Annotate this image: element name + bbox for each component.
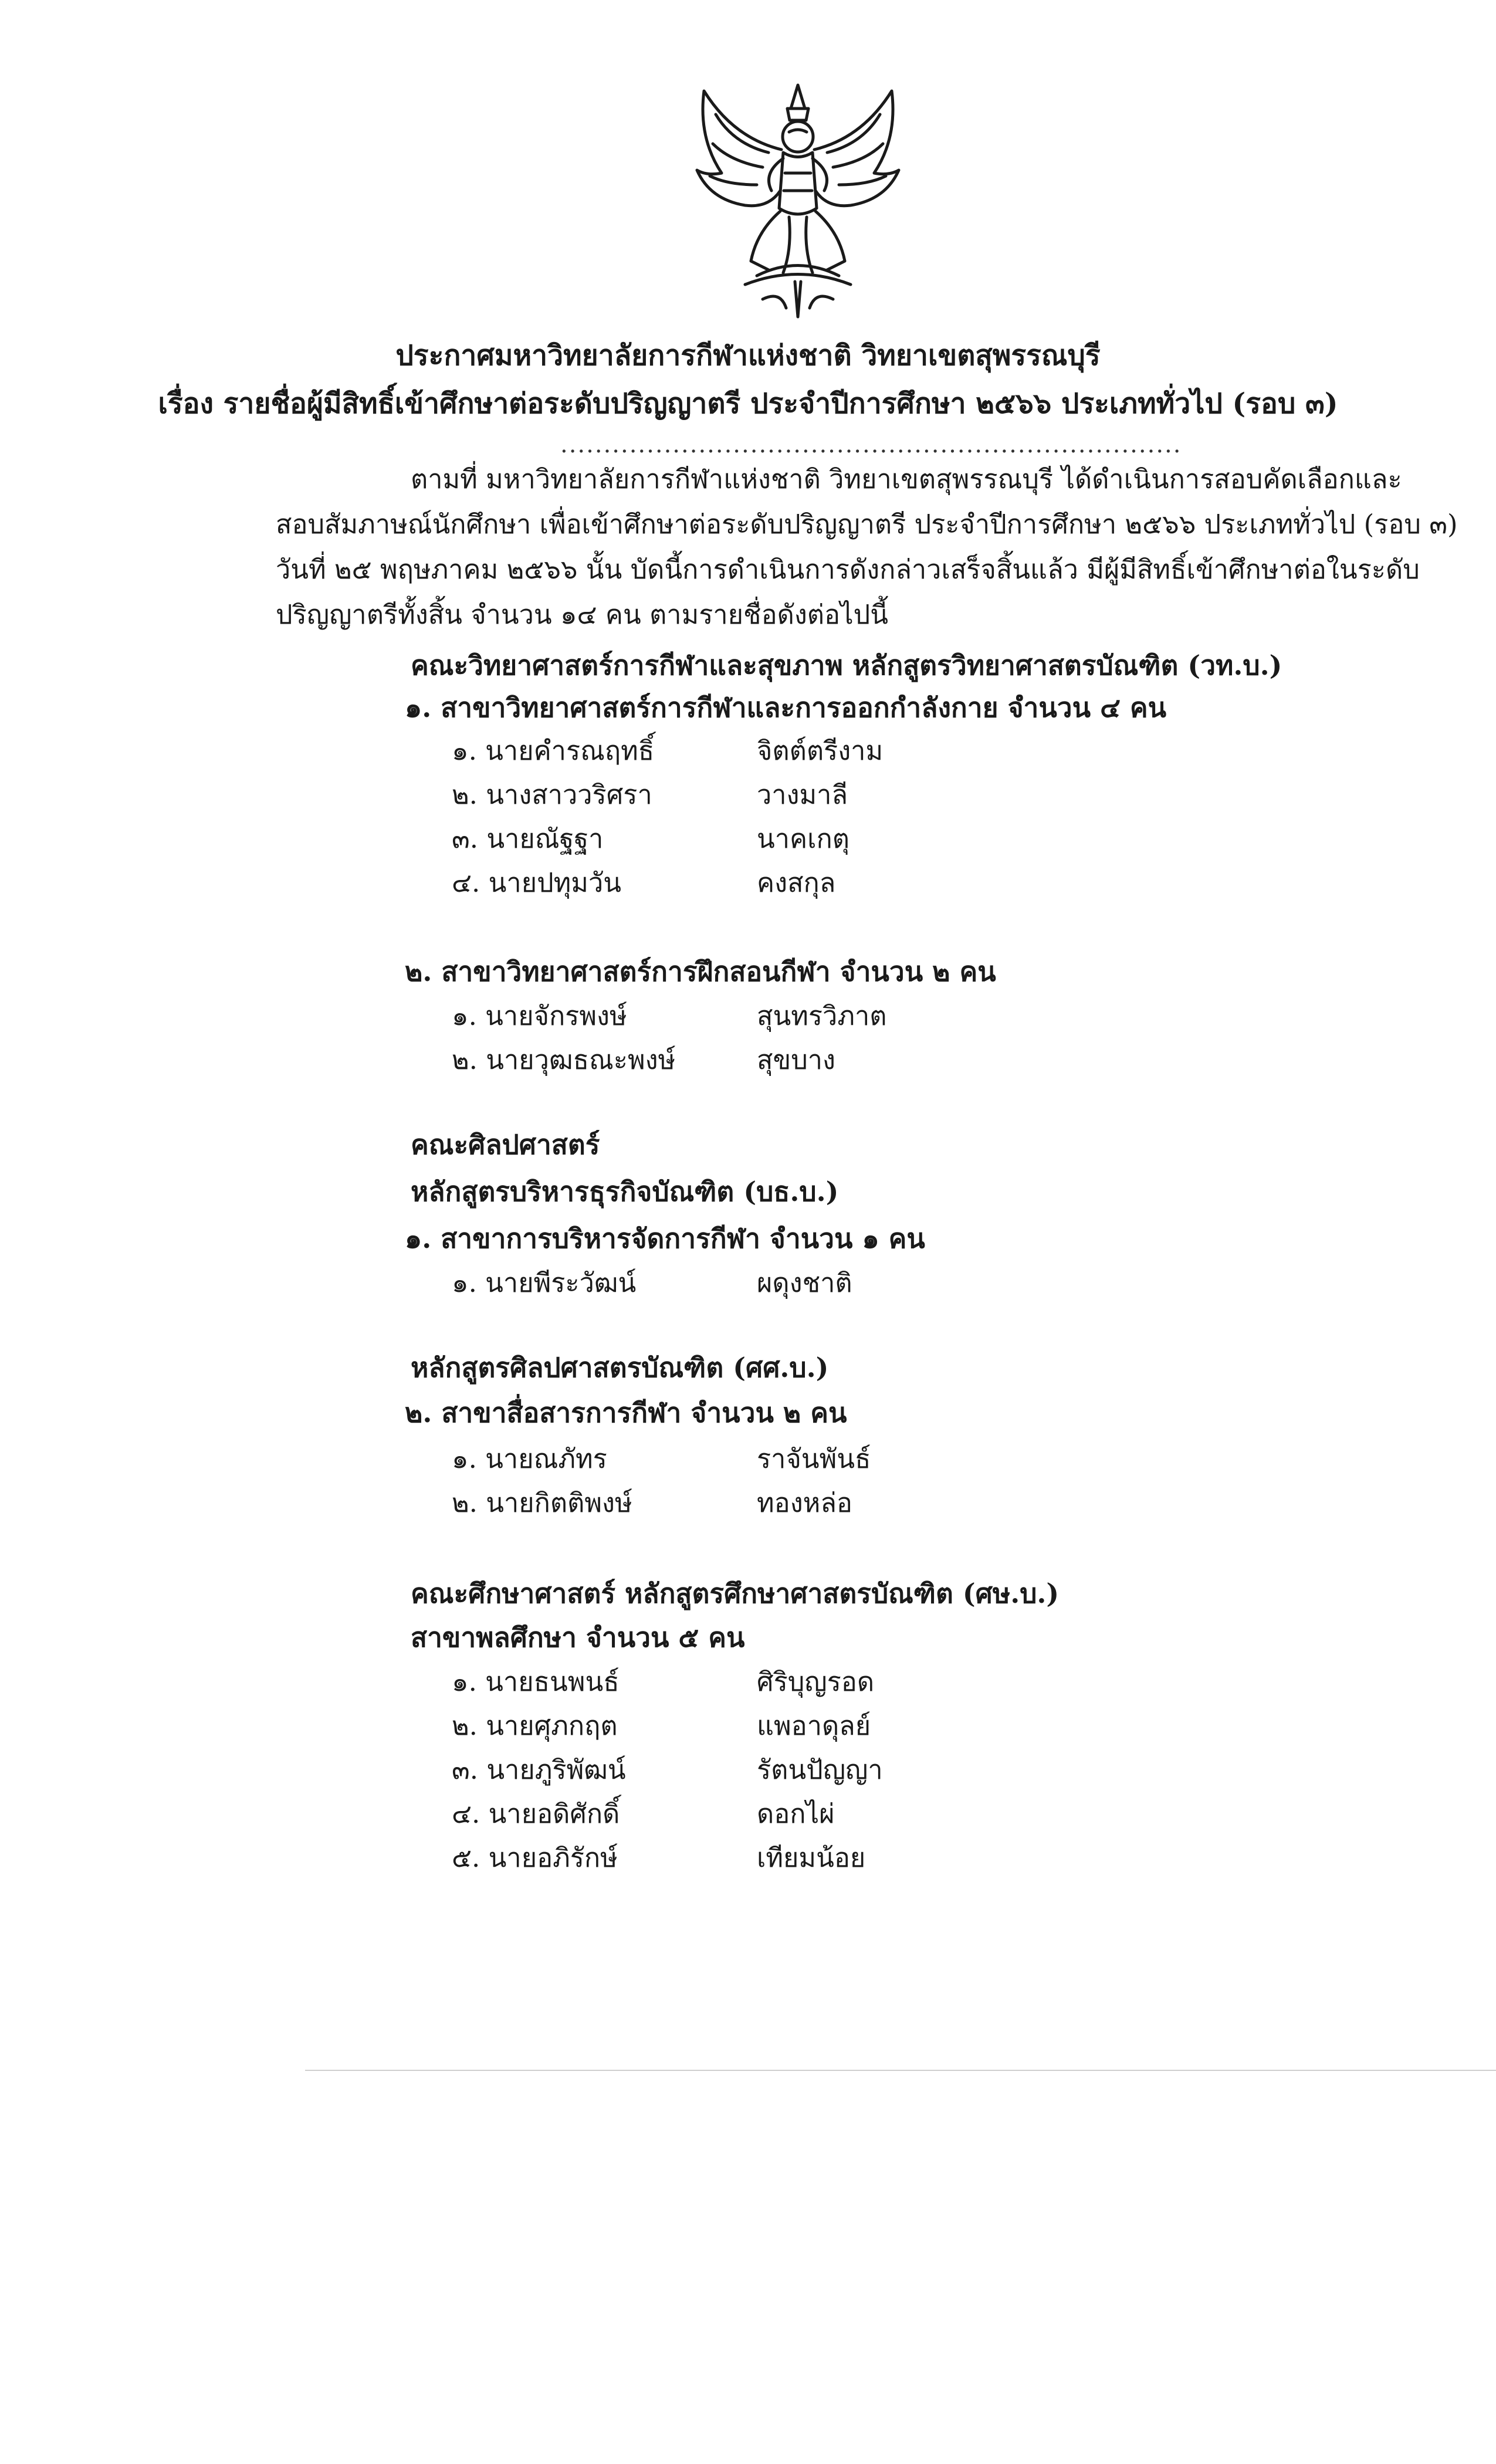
student-surname: ราจันพันธ์ <box>757 1443 871 1474</box>
student-name: ๓. นายภูริพัฒน์ <box>452 1754 626 1785</box>
student-surname: จิตต์ตรีงาม <box>757 735 884 766</box>
student-name: ๑. นายธนพนธ์ <box>452 1666 620 1697</box>
faculty-title: คณะศึกษาศาสตร์ หลักสูตรศึกษาศาสตรบัณฑิต (ศษ.บ.) <box>411 1578 1060 1609</box>
student-name: ๒. นายศุภกฤต <box>452 1710 618 1741</box>
student-name: ๔. นายปทุมวัน <box>452 867 621 898</box>
student-name: ๔. นายอดิศักดิ์ <box>452 1798 620 1829</box>
student-name: ๑. นายจักรพงษ์ <box>452 1000 627 1031</box>
student-surname: ศิริบุญรอด <box>757 1666 875 1697</box>
garuda-emblem-icon <box>681 73 915 326</box>
major-title: ๒. สาขาสื่อสารการกีฬา จำนวน ๒ คน <box>405 1397 847 1429</box>
intro-line-2: สอบสัมภาษณ์นักศึกษา เพื่อเข้าศึกษาต่อระดับปริญญาตรี ประจำปีการศึกษา ๒๕๖๖ ประเภททั่วไป (รอบ ๓) <box>276 509 1458 540</box>
student-surname: ดอกไผ่ <box>757 1798 835 1829</box>
student-surname: เทียมน้อย <box>757 1842 866 1873</box>
student-name: ๒. นางสาววริศรา <box>452 779 652 810</box>
major-title: ๑. สาขาวิทยาศาสตร์การกีฬาและการออกกำลังกาย จำนวน ๔ คน <box>405 692 1167 723</box>
student-name: ๑. นายณภัทร <box>452 1443 607 1474</box>
intro-line-4: ปริญญาตรีทั้งสิ้น จำนวน ๑๔ คน ตามรายชื่อดังต่อไปนี้ <box>276 599 889 630</box>
student-name: ๕. นายอภิรักษ์ <box>452 1842 618 1873</box>
program-title: หลักสูตรศิลปศาสตรบัณฑิต (ศศ.บ.) <box>411 1352 829 1383</box>
student-name: ๑. นายพีระวัฒน์ <box>452 1267 637 1298</box>
intro-line-3: วันที่ ๒๕ พฤษภาคม ๒๕๖๖ นั้น บัดนี้การดำเนินการดังกล่าวเสร็จสิ้นแล้ว มีผู้มีสิทธิ์เข้าศึกษาต่อในระดับ <box>276 554 1420 585</box>
announcement-title: ประกาศมหาวิทยาลัยการกีฬาแห่งชาติ วิทยาเขตสุพรรณบุรี <box>395 339 1101 372</box>
major-title: สาขาพลศึกษา จำนวน ๕ คน <box>411 1622 745 1653</box>
student-surname: วางมาลี <box>757 779 848 810</box>
student-surname: สุนทรวิภาต <box>757 1000 887 1031</box>
scan-edge-line <box>305 2070 1496 2071</box>
intro-line-1: ตามที่ มหาวิทยาลัยการกีฬาแห่งชาติ วิทยาเขตสุพรรณบุรี ได้ดำเนินการสอบคัดเลือกและ <box>411 463 1402 495</box>
student-name: ๒. นายวุฒธณะพงษ์ <box>452 1044 676 1075</box>
student-surname: รัตนปัญญา <box>757 1754 883 1785</box>
student-surname: ผดุงชาติ <box>757 1267 852 1298</box>
announcement-subject: เรื่อง รายชื่อผู้มีสิทธิ์เข้าศึกษาต่อระดับปริญญาตรี ประจำปีการศึกษา ๒๕๖๖ ประเภททั่วไป (รอบ ๓) <box>158 387 1338 420</box>
program-title: หลักสูตรบริหารธุรกิจบัณฑิต (บธ.บ.) <box>411 1176 839 1207</box>
student-name: ๓. นายณัฐฐา <box>452 823 604 854</box>
major-title: ๑. สาขาการบริหารจัดการกีฬา จำนวน ๑ คน <box>405 1223 925 1254</box>
student-surname: สุขบาง <box>757 1044 836 1075</box>
student-surname: แพอาดุลย์ <box>757 1710 871 1741</box>
student-name: ๑. นายคำรณฤทธิ์ <box>452 735 655 766</box>
student-surname: นาคเกตุ <box>757 823 849 854</box>
faculty-title: คณะวิทยาศาสตร์การกีฬาและสุขภาพ หลักสูตรวิทยาศาสตรบัณฑิต (วท.บ.) <box>411 649 1282 681</box>
student-surname: ทองหล่อ <box>757 1487 852 1518</box>
student-surname: คงสกุล <box>757 867 836 898</box>
major-title: ๒. สาขาวิทยาศาสตร์การฝึกสอนกีฬา จำนวน ๒ คน <box>405 956 996 987</box>
title-divider: ........................................................................ <box>560 431 1182 458</box>
student-name: ๒. นายกิตติพงษ์ <box>452 1487 632 1518</box>
faculty-title: คณะศิลปศาสตร์ <box>411 1129 600 1160</box>
